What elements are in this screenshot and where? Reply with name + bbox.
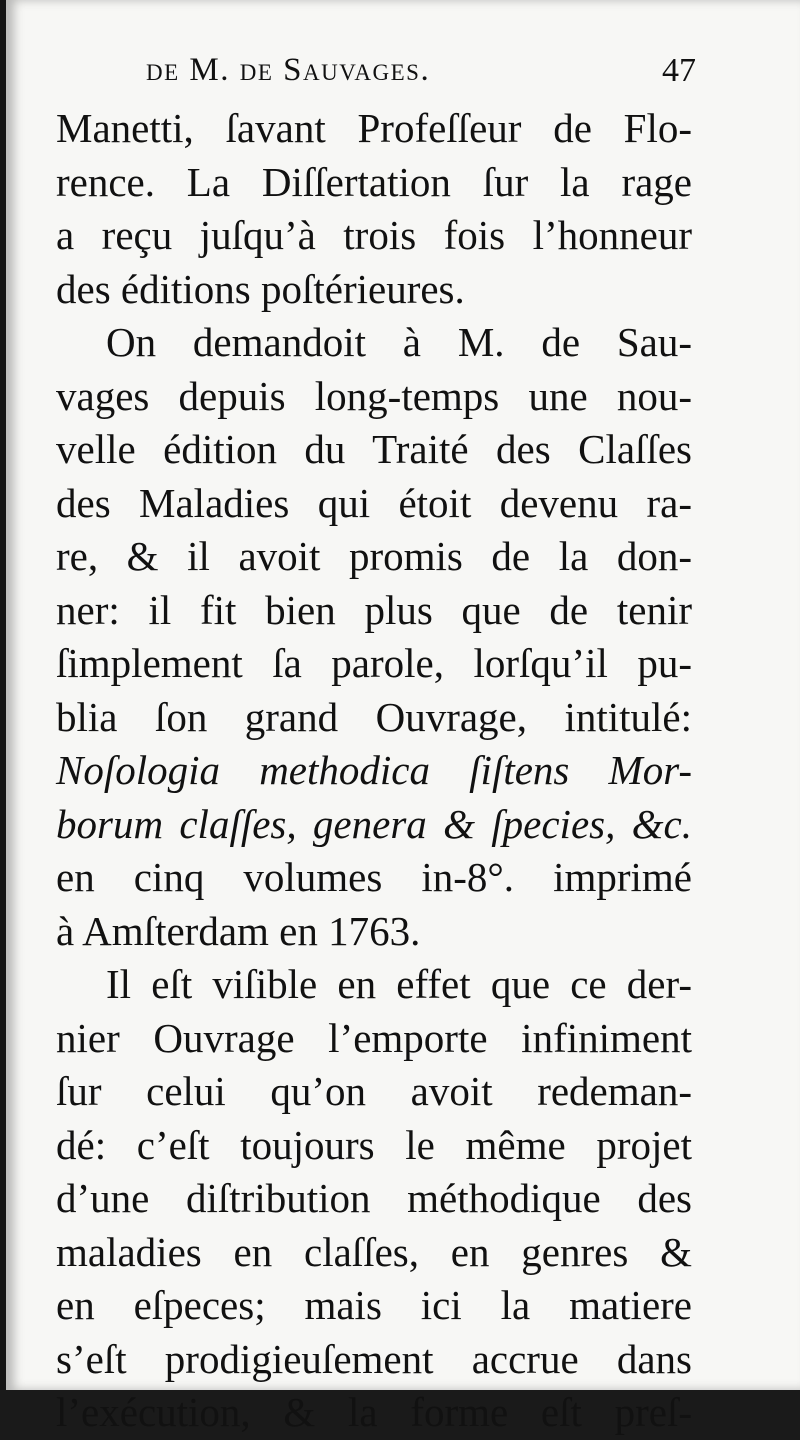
book-page [6,0,800,1435]
text-line: a reçu juſqu’à trois fois l’honneur [56,212,692,258]
running-title: de M. de Sauvages. [146,52,431,88]
text-line: Manetti, ſavant Profeſſeur de Flo- [56,105,692,151]
text-line: ner: il fit bien plus que de tenir [56,586,692,633]
text-line: maladies en claſſes, en genres & [56,1228,692,1275]
text-line: re, & il avoit promis de la don- [56,533,692,579]
text-line: à Amſterdam en 1763. [56,907,421,954]
text-line: Il eſt viſible en effet que ce der- [106,961,692,1007]
text-line: borum claſſes, genera & ſpecies, &c. [56,800,692,847]
text-line: des Maladies qui étoit devenu ra- [56,479,692,526]
text-line: des éditions poſtérieures. [56,265,465,312]
text-line: velle édition du Traité des Claſſes [56,426,692,472]
page-number: 47 [662,52,696,89]
text-line: en eſpeces; mais ici la matiere [56,1282,692,1328]
text-line: en cinq volumes in-8°. imprimé [56,854,692,900]
text-line: dé: c’eſt toujours le même projet [56,1121,692,1168]
text-line: Noſologia methodica ſiſtens Mor- [56,747,692,793]
text-line: s’eſt prodigieuſement accrue dans [56,1335,692,1382]
text-line: nier Ouvrage l’emporte infiniment [56,1014,692,1061]
text-line: ſur celui qu’on avoit redeman- [56,1068,692,1114]
text-line: blia ſon grand Ouvrage, intitulé: [56,693,692,740]
text-line: On demandoit à M. de Sau- [106,319,692,365]
text-line: rence. La Diſſertation ſur la rage [56,158,692,205]
text-line: d’une diſtribution méthodique des [56,1175,692,1221]
text-line: l’exécution, & la forme eſt preſ- [56,1389,692,1435]
running-header [146,52,696,102]
text-line: vages depuis long-temps une nou- [56,372,692,419]
text-line: ſimplement ſa parole, lorſqu’il pu- [56,640,692,686]
page-body-text [56,102,692,1440]
